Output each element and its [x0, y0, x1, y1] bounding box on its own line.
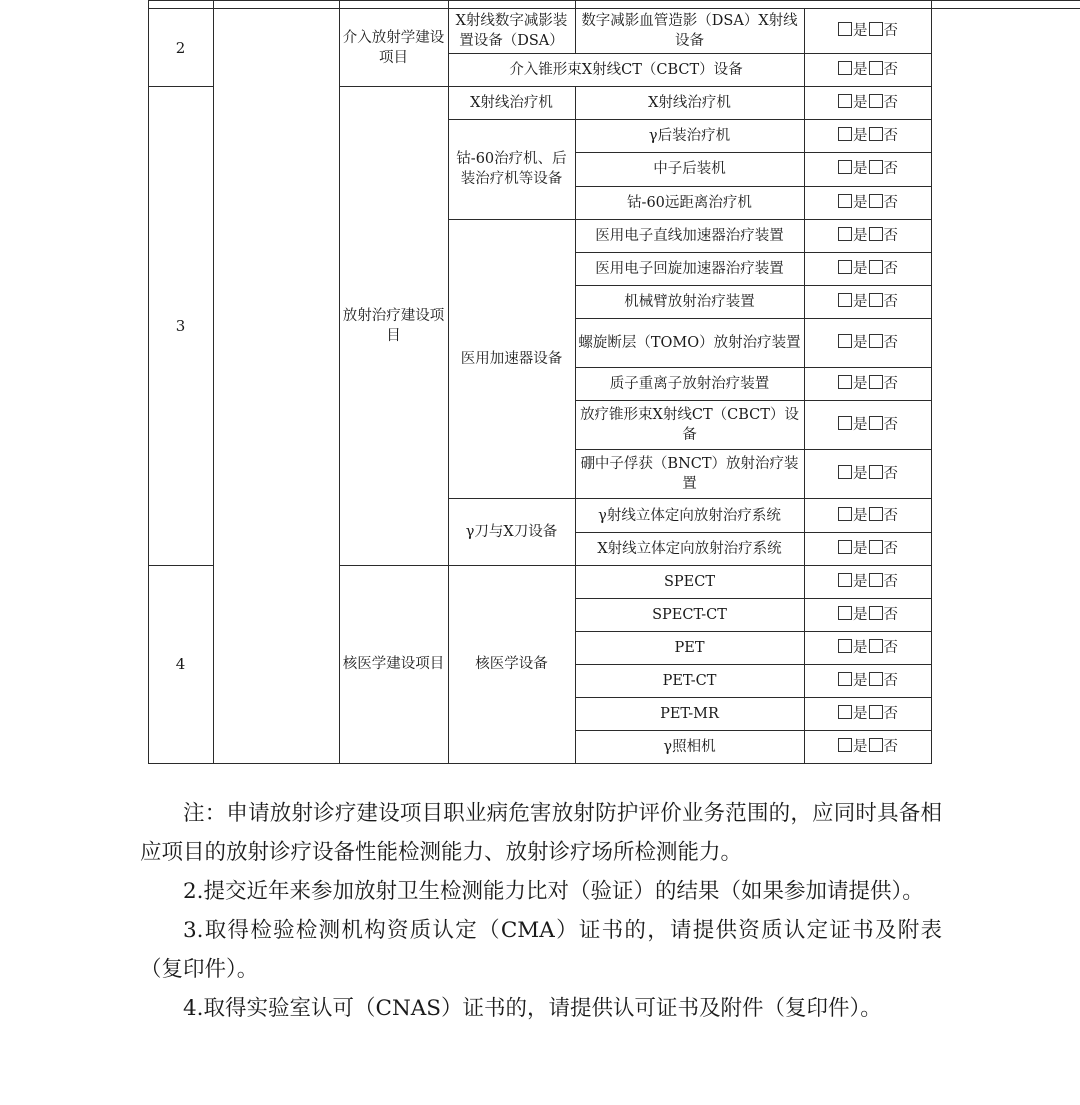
- yes-no-checkbox[interactable]: 是 否: [804, 598, 931, 631]
- note-paragraph: 3.取得检验检测机构资质认定（CMA）证书的，请提供资质认定证书及附表（复印件）。: [140, 918, 942, 982]
- yes-checkbox[interactable]: [838, 639, 852, 653]
- no-checkbox[interactable]: [869, 639, 883, 653]
- no-checkbox[interactable]: [869, 540, 883, 554]
- equipment-cell: X射线立体定向放射治疗系统: [575, 532, 804, 565]
- yes-no-checkbox[interactable]: 是 否: [804, 499, 931, 532]
- item-number: 3: [148, 87, 213, 565]
- group-cell: 核医学设备: [448, 565, 575, 764]
- equipment-cell: γ射线立体定向放射治疗系统: [575, 499, 804, 532]
- note-paragraph: 2.提交近年来参加放射卫生检测能力比对（验证）的结果（如果参加请提供）。: [183, 879, 924, 904]
- yes-no-checkbox[interactable]: 是 否: [804, 532, 931, 565]
- yes-no-checkbox[interactable]: 是 否: [804, 664, 931, 697]
- yes-no-checkbox[interactable]: 是 否: [804, 698, 931, 731]
- yes-checkbox[interactable]: [838, 260, 852, 274]
- no-checkbox[interactable]: [869, 160, 883, 174]
- no-checkbox[interactable]: [869, 507, 883, 521]
- yes-checkbox[interactable]: [838, 573, 852, 587]
- table-row: [0, 9, 1080, 54]
- yes-no-checkbox[interactable]: 是 否: [804, 401, 931, 450]
- yes-checkbox[interactable]: [838, 22, 852, 36]
- yes-checkbox[interactable]: [838, 672, 852, 686]
- yes-checkbox[interactable]: [838, 507, 852, 521]
- group-cell: X射线数字减影装置设备（DSA）: [448, 9, 575, 54]
- no-checkbox[interactable]: [869, 94, 883, 108]
- yes-checkbox[interactable]: [838, 334, 852, 348]
- group-cell: 钴-60治疗机、后装治疗机等设备: [448, 120, 575, 219]
- no-checkbox[interactable]: [869, 260, 883, 274]
- equipment-cell: 中子后装机: [575, 153, 804, 186]
- yes-no-checkbox[interactable]: 是 否: [804, 120, 931, 153]
- yes-no-checkbox[interactable]: 是 否: [804, 186, 931, 219]
- table-row: [0, 87, 1080, 120]
- no-checkbox[interactable]: [869, 375, 883, 389]
- yes-no-checkbox[interactable]: 是 否: [804, 87, 931, 120]
- no-checkbox[interactable]: [869, 61, 883, 75]
- yes-no-checkbox[interactable]: 是 否: [804, 731, 931, 764]
- equipment-cell: 数字减影血管造影（DSA）X射线设备: [575, 9, 804, 54]
- notes-section: [140, 794, 942, 1028]
- note-paragraph: 4.取得实验室认可（CNAS）证书的，请提供认可证书及附件（复印件）。: [183, 996, 882, 1021]
- yes-no-checkbox[interactable]: 是 否: [804, 318, 931, 367]
- equipment-cell: 机械臂放射治疗装置: [575, 285, 804, 318]
- yes-checkbox[interactable]: [838, 416, 852, 430]
- group-cell: γ刀与X刀设备: [448, 499, 575, 565]
- equipment-cell: SPECT-CT: [575, 598, 804, 631]
- yes-checkbox[interactable]: [838, 227, 852, 241]
- equipment-cell: 医用电子直线加速器治疗装置: [575, 219, 804, 252]
- equipment-cell: 放疗锥形束X射线CT（CBCT）设备: [575, 401, 804, 450]
- no-checkbox[interactable]: [869, 738, 883, 752]
- yes-no-checkbox[interactable]: 是 否: [804, 368, 931, 401]
- yes-checkbox[interactable]: [838, 61, 852, 75]
- equipment-cell: PET-CT: [575, 664, 804, 697]
- yes-checkbox[interactable]: [838, 738, 852, 752]
- equipment-cell: γ后装治疗机: [575, 120, 804, 153]
- item-number: 4: [148, 565, 213, 764]
- yes-checkbox[interactable]: [838, 194, 852, 208]
- equipment-cell: SPECT: [575, 565, 804, 598]
- category-cell: 介入放射学建设项目: [339, 9, 448, 87]
- equipment-cell: PET: [575, 631, 804, 664]
- table-row: [0, 565, 1080, 598]
- equipment-cell: 介入锥形束X射线CT（CBCT）设备: [448, 54, 804, 87]
- category-cell: 核医学建设项目: [339, 565, 448, 764]
- table-row-cutoff: [0, 1, 1080, 9]
- equipment-cell: 钴-60远距离治疗机: [575, 186, 804, 219]
- yes-no-checkbox[interactable]: 是 否: [804, 153, 931, 186]
- no-checkbox[interactable]: [869, 194, 883, 208]
- equipment-cell: γ照相机: [575, 731, 804, 764]
- no-checkbox[interactable]: [869, 334, 883, 348]
- group-cell: X射线治疗机: [448, 87, 575, 120]
- group-cell: 医用加速器设备: [448, 219, 575, 499]
- yes-no-checkbox[interactable]: 是 否: [804, 450, 931, 499]
- no-checkbox[interactable]: [869, 705, 883, 719]
- equipment-cell: 硼中子俘获（BNCT）放射治疗装置: [575, 450, 804, 499]
- yes-checkbox[interactable]: [838, 160, 852, 174]
- yes-checkbox[interactable]: [838, 606, 852, 620]
- yes-checkbox[interactable]: [838, 465, 852, 479]
- equipment-cell: X射线治疗机: [575, 87, 804, 120]
- yes-checkbox[interactable]: [838, 127, 852, 141]
- yes-checkbox[interactable]: [838, 540, 852, 554]
- yes-checkbox[interactable]: [838, 293, 852, 307]
- note-paragraph: 注：申请放射诊疗建设项目职业病危害放射防护评价业务范围的，应同时具备相应项目的放射诊疗设备性能检测能力、放射诊疗场所检测能力。: [140, 801, 942, 865]
- no-checkbox[interactable]: [869, 465, 883, 479]
- yes-no-checkbox[interactable]: 是 否: [804, 565, 931, 598]
- no-checkbox[interactable]: [869, 672, 883, 686]
- yes-no-checkbox[interactable]: 是 否: [804, 252, 931, 285]
- blank-column: [213, 9, 339, 764]
- yes-no-checkbox[interactable]: 是 否: [804, 9, 931, 54]
- no-checkbox[interactable]: [869, 22, 883, 36]
- equipment-cell: 螺旋断层（TOMO）放射治疗装置: [575, 318, 804, 367]
- no-checkbox[interactable]: [869, 606, 883, 620]
- equipment-cell: 医用电子回旋加速器治疗装置: [575, 252, 804, 285]
- yes-no-checkbox[interactable]: 是 否: [804, 54, 931, 87]
- equipment-cell: 质子重离子放射治疗装置: [575, 368, 804, 401]
- no-checkbox[interactable]: [869, 573, 883, 587]
- no-checkbox[interactable]: [869, 416, 883, 430]
- no-checkbox[interactable]: [869, 127, 883, 141]
- item-number: 2: [148, 9, 213, 87]
- yes-checkbox[interactable]: [838, 94, 852, 108]
- category-cell: 放射治疗建设项目: [339, 87, 448, 565]
- no-checkbox[interactable]: [869, 293, 883, 307]
- yes-checkbox[interactable]: [838, 705, 852, 719]
- yes-no-checkbox[interactable]: 是 否: [804, 285, 931, 318]
- equipment-cell: PET-MR: [575, 698, 804, 731]
- yes-checkbox[interactable]: [838, 375, 852, 389]
- yes-no-checkbox[interactable]: 是 否: [804, 219, 931, 252]
- no-checkbox[interactable]: [869, 227, 883, 241]
- yes-no-checkbox[interactable]: 是 否: [804, 631, 931, 664]
